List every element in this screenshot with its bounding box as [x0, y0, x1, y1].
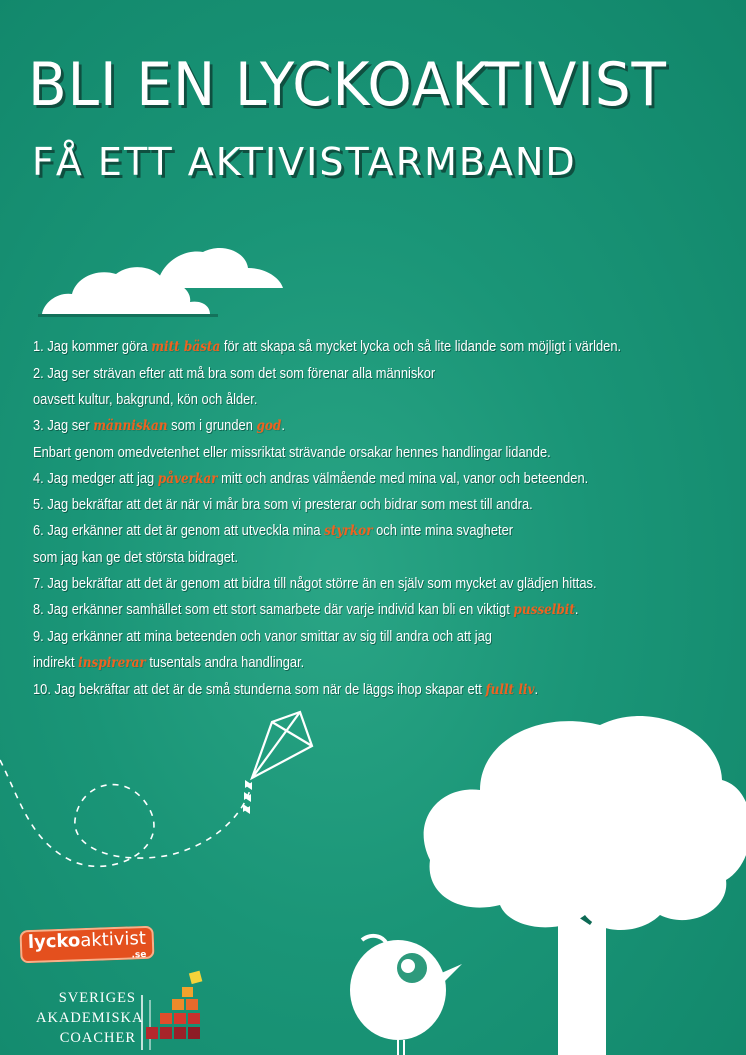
pledge-highlight: styrkor [324, 523, 373, 540]
lyckoaktivist-logo [19, 926, 154, 964]
pledge-text: för att skapa så mycket lycka och så lite lidande som möjligt i världen. [220, 338, 622, 355]
kite-string-icon [0, 760, 250, 866]
pledge-text: 9. Jag erkänner att mina beteenden och vanor smittar av sig till andra och att jag [33, 627, 492, 645]
pledge-text: 5. Jag bekräftar att det är när vi mår bra som vi presterar och bidrar som mest till andra. [33, 496, 533, 514]
pledge-text: 7. Jag bekräftar att det är genom att bidra till något större än en själv som mycket av glädjen hittas. [33, 575, 597, 593]
pledge-text: . [574, 601, 579, 619]
pledge-text: 4. Jag medger att jag [33, 469, 158, 487]
pledge-highlight: mitt bästa [151, 339, 221, 355]
pledge-text: som i grunden [167, 416, 257, 434]
pledge-text: 8. Jag erkänner samhället som ett stort samarbete där varje individ kan bli en viktigt [33, 601, 514, 619]
pledge-text: . [534, 680, 539, 698]
pledge-text: som jag kan ge det största bidraget. [33, 549, 239, 567]
org-line: AKADEMISKA [36, 1010, 144, 1026]
pledge-highlight: fullt liv [485, 681, 535, 698]
pledge-highlight: påverkar [157, 470, 218, 487]
pledge-text: . [281, 416, 285, 434]
organization-name [36, 988, 144, 1048]
pledge-highlight: inspirerar [78, 654, 146, 671]
logo-aktivist: aktivist [79, 927, 147, 952]
pledge-text: tusentals andra handlingar. [145, 653, 305, 671]
logo-lycko: lycko [27, 930, 81, 954]
pledge-text: oavsett kultur, bakgrund, kön och ålder. [33, 390, 258, 408]
tree-icon [424, 716, 746, 1055]
org-line: SVERIGES [58, 990, 136, 1006]
logo-domain: .se [131, 949, 147, 961]
sac-blocks-icon [142, 971, 202, 1050]
pledge-text: 10. Jag bekräftar att det är de små stunderna som när de läggs ihop skapar ett [33, 680, 486, 698]
pledge-highlight: pusselbit [513, 602, 575, 619]
bird-icon [350, 936, 462, 1055]
kite-tail-icon [243, 780, 252, 814]
poster-subtitle: FÅ ETT AKTIVISTARMBAND [32, 140, 577, 184]
pledge-text: 6. Jag erkänner att det är genom att utveckla mina [33, 522, 325, 540]
pledge-highlight: god [256, 417, 282, 434]
pledge-text: indirekt [33, 653, 79, 671]
pledge-text: 1. Jag kommer göra [33, 338, 152, 355]
pledge-text: och inte mina svagheter [372, 522, 514, 540]
pledge-text: Enbart genom omedvetenhet eller missriktat strävande orsakar hennes handlingar lidande. [33, 443, 551, 461]
pledge-text: 3. Jag ser [33, 416, 94, 434]
pledge-highlight: människan [93, 417, 168, 434]
poster-title: BLI EN LYCKOAKTIVIST [28, 50, 667, 120]
pledge-text: mitt och andras välmående med mina val, vanor och beteenden. [217, 469, 589, 487]
pledge-text: 2. Jag ser strävan efter att må bra som det som förenar alla människor [33, 364, 436, 382]
kite-icon [252, 712, 312, 778]
org-line: COACHER [59, 1030, 136, 1046]
